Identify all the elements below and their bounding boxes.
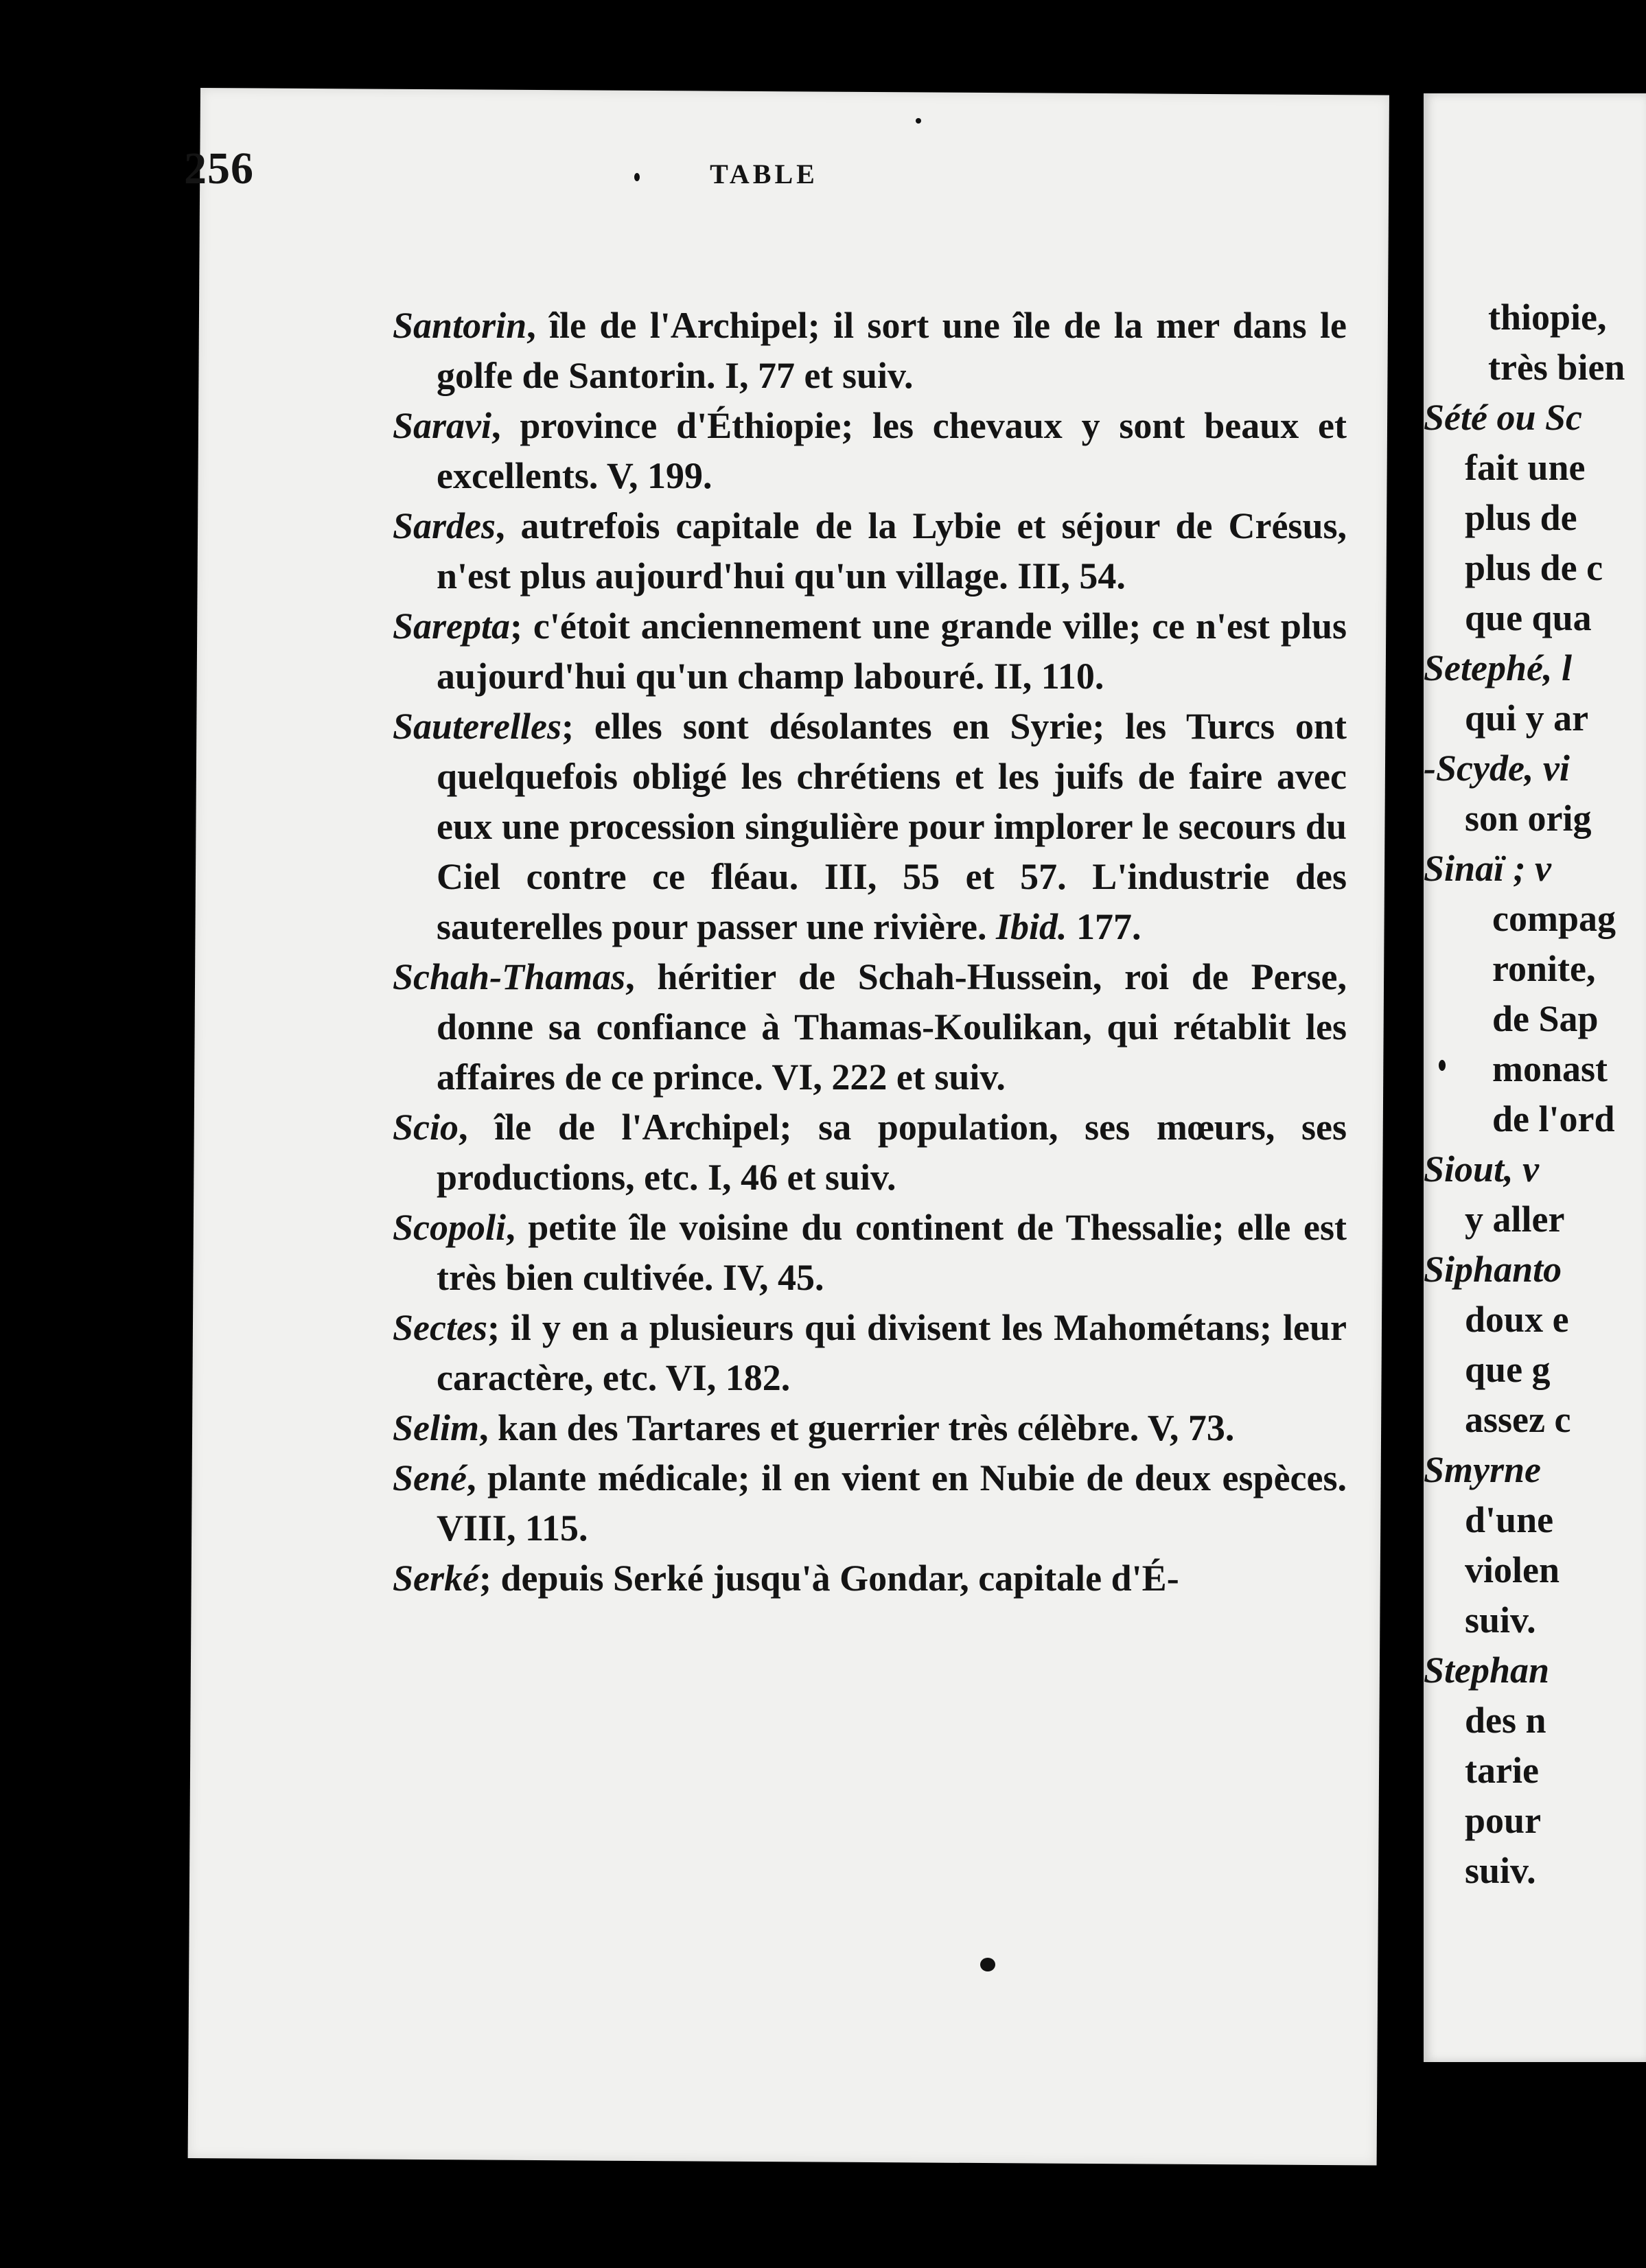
index-entry bbox=[393, 1453, 1347, 1553]
right-page-line: Sété ou Sc bbox=[1424, 397, 1583, 438]
entry-headword: Santorin bbox=[393, 305, 527, 346]
index-entry bbox=[393, 501, 1347, 601]
entry-text: , kan des Tartares et guerrier très célèbre. V, 73. bbox=[479, 1407, 1235, 1448]
entry-text: , plante médicale; il en vient en Nubie de deux espèces. VIII, 115. bbox=[437, 1457, 1347, 1549]
index-entry bbox=[393, 1303, 1347, 1403]
right-page-line: plus de c bbox=[1465, 547, 1603, 588]
entry-text-tail: 177. bbox=[1067, 906, 1141, 947]
index-entry bbox=[393, 401, 1347, 501]
entry-headword: Scopoli bbox=[393, 1207, 507, 1248]
right-page-line: Sinaï ; v bbox=[1424, 848, 1552, 889]
entry-text: ; depuis Serké jusqu'à Gondar, capitale d'É- bbox=[478, 1558, 1179, 1599]
right-page-line: que qua bbox=[1465, 597, 1592, 638]
index-entry bbox=[393, 601, 1347, 702]
right-page-line: suiv. bbox=[1465, 1850, 1536, 1891]
index-entry bbox=[393, 301, 1347, 401]
entry-headword: Scio bbox=[393, 1107, 459, 1148]
right-page-line: fait une bbox=[1465, 447, 1586, 488]
right-page-line: doux e bbox=[1465, 1299, 1569, 1340]
entry-headword: Serké bbox=[393, 1558, 479, 1599]
ink-spot bbox=[1439, 1060, 1446, 1071]
right-page-line: Smyrne bbox=[1424, 1449, 1542, 1490]
index-entry bbox=[393, 1553, 1347, 1604]
entry-headword: Selim bbox=[393, 1407, 480, 1448]
right-page-line: Setephé, l bbox=[1424, 647, 1572, 688]
entry-text: , île de l'Archipel; sa population, ses mœurs, ses productions, etc. I, 46 et suiv. bbox=[437, 1107, 1347, 1198]
entry-headword: Sarepta bbox=[393, 605, 511, 647]
right-page-text bbox=[1424, 292, 1646, 1896]
right-page-line: de l'ord bbox=[1492, 1098, 1615, 1139]
right-page-line: assez c bbox=[1465, 1399, 1571, 1440]
entry-headword: Sené bbox=[393, 1457, 467, 1498]
entry-text: ; c'étoit anciennement une grande ville; ce n'est plus aujourd'hui qu'un champ labouré. II, 110. bbox=[437, 605, 1347, 697]
index-entry bbox=[393, 702, 1347, 952]
right-page-line: thiopie, bbox=[1488, 297, 1607, 338]
right-page-line: Siout, v bbox=[1424, 1148, 1540, 1190]
ink-spot bbox=[980, 1958, 995, 1971]
right-page-line: Siphanto bbox=[1424, 1249, 1562, 1290]
entry-headword: Sardes bbox=[393, 505, 496, 546]
entry-ibid: Ibid. bbox=[995, 906, 1067, 947]
right-page-line: très bien bbox=[1488, 347, 1625, 388]
entry-text: ; il y en a plusieurs qui divisent les Mahométans; leur caractère, etc. VI, 182. bbox=[437, 1307, 1347, 1398]
page-number: 256 bbox=[184, 143, 254, 194]
right-page-line: de Sap bbox=[1492, 998, 1599, 1039]
right-page-line: plus de bbox=[1465, 497, 1577, 538]
ink-spot bbox=[916, 118, 921, 124]
entry-text: , île de l'Archipel; il sort une île de la mer dans le golfe de Santorin. I, 77 et suiv. bbox=[437, 305, 1347, 396]
right-page-line: Stephan bbox=[1424, 1650, 1550, 1691]
page-header bbox=[184, 143, 1344, 205]
index-entry bbox=[393, 1102, 1347, 1203]
right-page-line: violen bbox=[1465, 1549, 1560, 1590]
right-page-line: y aller bbox=[1465, 1199, 1565, 1240]
right-page-line: tarie bbox=[1465, 1750, 1539, 1791]
entry-headword: Schah-Thamas bbox=[393, 956, 626, 997]
entry-headword: Saravi bbox=[393, 405, 492, 446]
index-entries bbox=[393, 301, 1347, 1604]
entry-headword: Sectes bbox=[393, 1307, 487, 1348]
entry-text: , petite île voisine du continent de Thessalie; elle est très bien cultivée. IV, 45. bbox=[437, 1207, 1347, 1298]
right-page bbox=[1424, 93, 1646, 2062]
entry-text: , héritier de Schah-Hussein, roi de Perse, donne sa confiance à Thamas-Koulikan, qui rétablit les affaires de ce prince. VI, 222 et suiv. bbox=[437, 956, 1347, 1098]
right-page-line: compag bbox=[1492, 898, 1616, 939]
entry-text: , autrefois capitale de la Lybie et séjour de Crésus, n'est plus aujourd'hui qu'un village. III, 54. bbox=[437, 505, 1347, 597]
entry-headword: Sauterelles bbox=[393, 706, 562, 747]
entry-text: , province d'Éthiopie; les chevaux y sont beaux et excellents. V, 199. bbox=[437, 405, 1347, 496]
right-page-line: pour bbox=[1465, 1800, 1542, 1841]
index-entry bbox=[393, 1203, 1347, 1303]
index-entry bbox=[393, 952, 1347, 1102]
right-page-line: d'une bbox=[1465, 1499, 1554, 1540]
right-page-line: -Scyde, vi bbox=[1424, 748, 1570, 789]
right-page-line: ronite, bbox=[1492, 948, 1596, 989]
index-entry bbox=[393, 1403, 1347, 1453]
right-page-line: que g bbox=[1465, 1349, 1551, 1390]
right-page-line: son orig bbox=[1465, 798, 1592, 839]
running-head: TABLE bbox=[710, 159, 818, 189]
right-page-line: suiv. bbox=[1465, 1599, 1536, 1641]
ink-spot bbox=[634, 173, 640, 181]
right-page-line: monast bbox=[1492, 1048, 1608, 1089]
right-page-line: qui y ar bbox=[1465, 697, 1589, 739]
entry-text: ; elles sont désolantes en Syrie; les Turcs ont quelquefois obligé les chrétiens et les juifs de faire avec eux une procession singulière pour implorer le secours du Ciel contre ce fléau. III, 55 et 57. L'industrie des sauterelles pour passer une rivière. bbox=[437, 706, 1347, 947]
right-page-line: des n bbox=[1465, 1700, 1546, 1741]
